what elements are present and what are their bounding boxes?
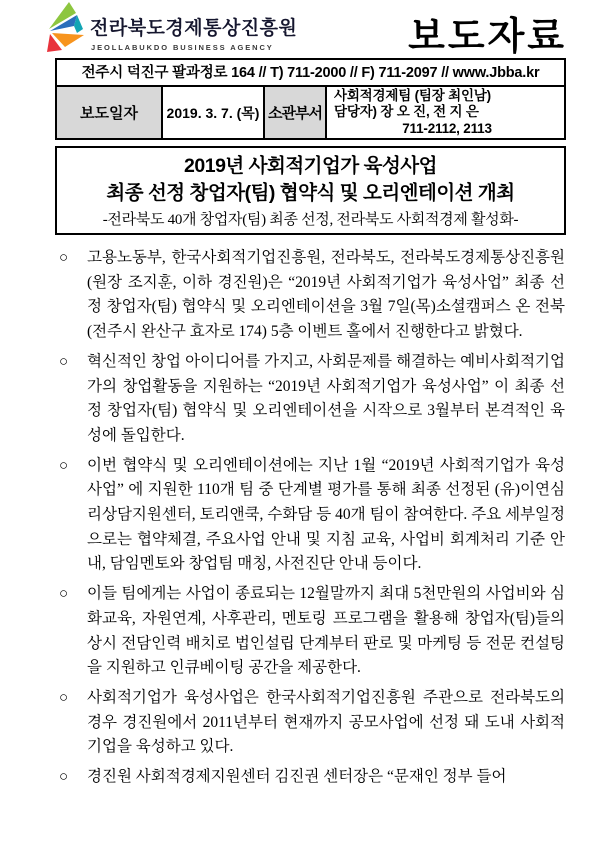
paragraph-text: 경진원 사회적경제지원센터 김진권 센터장은 “문재인 정부 들어	[87, 768, 507, 786]
contact-info-box	[55, 58, 566, 140]
body-paragraph	[57, 582, 565, 681]
headline-line-1: 2019년 사회적기업가 육성사업	[184, 155, 437, 177]
press-meta-table	[57, 87, 564, 138]
bullet-circle-icon: ○	[59, 688, 69, 706]
headline-line-2: 최종 선정 창업자(팀) 협약식 및 오리엔테이션 개최	[106, 182, 515, 204]
press-date-label: 보도일자	[57, 87, 163, 138]
bullet-circle-icon: ○	[59, 249, 69, 266]
paragraph-text: 사회적기업가 육성사업은 한국사회적기업진흥원 주관으로 전라북도의 경우 경진원에서 2011년부터 현재까지 공모사업에 선정 돼 도내 사회적기업을 육성하고 있다.	[87, 688, 565, 756]
department-manager-line: 담당자) 장 오 진, 전 지 은	[334, 104, 479, 120]
paragraph-text: 이들 팀에게는 사업이 종료되는 12월말까지 최대 5천만원의 사업비와 심화교육, 자원연계, 사후관리, 멘토링 프로그램을 활용해 창업자(팀)들의 상시 전담인력 배치로 법인설립 단계부터 판로 및 마케팅 등 전문 컨설팅을 지원하고 인큐베이팅 공간을 제공한다.	[87, 585, 565, 677]
department-contact-cell	[327, 87, 564, 138]
body-paragraph	[57, 246, 565, 345]
agency-name-block	[90, 2, 297, 52]
body-paragraph	[57, 350, 565, 449]
body-paragraph	[57, 686, 565, 760]
agency-address-line: 전주시 덕진구 팔과정로 164 // T) 711-2000 // F) 711-2097 // www.Jbba.kr	[57, 60, 564, 87]
body-paragraph	[57, 454, 565, 578]
agency-name-english: JEOLLABUKDO BUSINESS AGENCY	[91, 43, 274, 52]
paragraph-text: 이번 협약식 및 오리엔테이션에는 지난 1월 “2019년 사회적기업가 육성사업” 에 지원한 110개 팀 중 단계별 평가를 통해 최종 선정된 (유)이연심리상담지원센터, 토리앤쿡, 수화담 등 40개 팀이 참여한다. 주요 세부일정으로는 협약체결, 주요사업 안내 및 지침 교육, 사업비 회계처리 기준 안내, 담임멘토와 창업팀 매칭, 사전진단 안내 등이다.	[87, 456, 565, 573]
paragraph-text: 혁신적인 창업 아이디어를 가지고, 사회문제를 해결하는 예비사회적기업가의 창업활동을 지원하는 “2019년 사회적기업가 육성사업” 이 최종 선정 창업자(팀) 협약식 및 오리엔테이션을 시작으로 3월부터 본격적인 육성에 돌입한다.	[87, 352, 565, 444]
headline-box	[55, 146, 566, 235]
agency-name-korean: 전라북도경제통상진흥원	[90, 18, 298, 39]
press-date-value: 2019. 3. 7. (목)	[163, 87, 265, 138]
paragraph-text: 고용노동부, 한국사회적기업진흥원, 전라북도, 전라북도경제통상진흥원(원장 조지훈, 이하 경진원)은 “2019년 사회적기업가 육성사업” 최종 선정 창업자(팀) 협약식 및 오리엔테이션을 3월 7일(목)소셜캠퍼스 온 전북(전주시 완산구 효자로 174) 5층 이벤트 홀에서 진행한다고 밝혔다.	[87, 249, 565, 341]
body-paragraph	[57, 765, 565, 790]
document-type-title: 보도자료	[408, 16, 567, 58]
bullet-circle-icon: ○	[59, 456, 69, 474]
department-label: 소관부서	[265, 87, 327, 138]
agency-logo	[44, 2, 297, 55]
agency-logo-icon	[44, 2, 88, 55]
masthead	[44, 2, 567, 57]
department-team-line: 사회적경제팀 (팀장 최인남)	[334, 88, 491, 104]
article-body	[57, 246, 565, 795]
department-phone-line: 711-2112, 2113	[402, 120, 492, 136]
headline-subtitle: -전라북도 40개 창업자(팀) 최종 선정, 전라북도 사회적경제 활성화-	[102, 212, 519, 228]
bullet-circle-icon: ○	[59, 352, 69, 370]
bullet-circle-icon: ○	[59, 585, 69, 603]
bullet-circle-icon: ○	[59, 768, 69, 786]
